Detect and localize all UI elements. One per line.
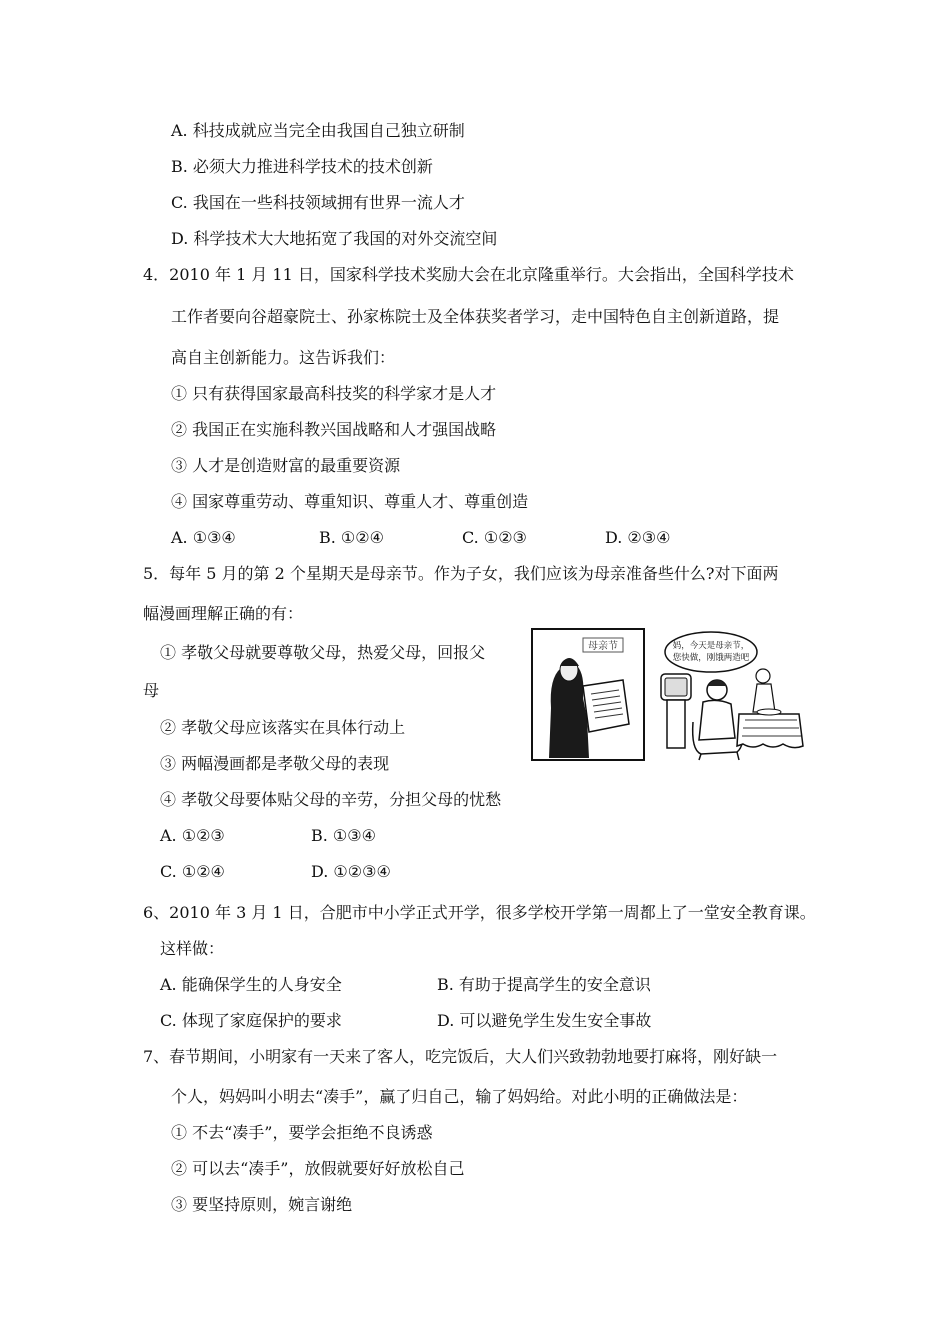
q5-stem-line2: 幅漫画理解正确的有：	[143, 604, 304, 623]
cartoon-illustration	[531, 628, 811, 762]
q5-statement-1a: ① 孝敬父母就要尊敬父母，热爱父母，回报父	[160, 643, 486, 662]
q6-option-d: D. 可以避免学生发生安全事故	[437, 1011, 652, 1030]
q4-statement-2: ② 我国正在实施科教兴国战略和人才强国战略	[171, 420, 497, 439]
q4-option-a: A. ①③④	[171, 528, 236, 547]
q4-options	[0, 528, 950, 548]
q5-options-row2	[0, 862, 950, 882]
tv-stand	[667, 700, 685, 748]
q5-option-a: A. ①②③	[160, 826, 225, 845]
dish	[757, 709, 781, 715]
q4-statement-3: ③ 人才是创造财富的最重要资源	[171, 456, 401, 475]
q5-statement-1b: 母	[143, 681, 160, 700]
newspaper	[583, 680, 629, 732]
q4-stem-line2: 工作者要向谷超豪院士、孙家栋院士及全体获奖者学习，走中国特色自主创新道路，提	[171, 307, 780, 326]
q5-cartoon	[531, 628, 811, 762]
q3-option-d: D. 科学技术大大地拓宽了我国的对外交流空间	[171, 229, 498, 248]
q4-option-b: B. ①②④	[319, 528, 384, 547]
q5-options-row1	[0, 826, 950, 846]
q6-options-row1	[0, 975, 950, 995]
q5-stem-line1: 5．每年 5 月的第 2 个星期天是母亲节。作为子女，我们应该为母亲准备些什么?对下面两	[143, 564, 779, 583]
speech-bubble-line2: 您快做，刚饿两造吧	[672, 653, 750, 663]
q6-option-c: C. 体现了家庭保护的要求	[160, 1011, 342, 1030]
q6-stem-line1: 6、2010 年 3 月 1 日，合肥市中小学正式开学，很多学校开学第一周都上了一堂安全教育课。	[143, 903, 816, 922]
q4-stem-line1: 4．2010 年 1 月 11 日，国家科学技术奖励大会在北京隆重举行。大会指出，全国科学技术	[143, 265, 794, 284]
cartoon-left-caption: 母亲节	[588, 641, 618, 652]
q5-statement-4: ④ 孝敬父母要体贴父母的辛劳，分担父母的忧愁	[160, 790, 502, 809]
q4-option-d: D. ②③④	[605, 528, 671, 547]
q5-option-d: D. ①②③④	[311, 862, 391, 881]
q3-option-b: B. 必须大力推进科学技术的技术创新	[171, 157, 433, 176]
q7-stem-line2: 个人，妈妈叫小明去“凑手”，赢了归自己，输了妈妈给。对此小明的正确做法是：	[171, 1087, 748, 1106]
q5-option-b: B. ①③④	[311, 826, 376, 845]
q7-statement-3: ③ 要坚持原则，婉言谢绝	[171, 1195, 353, 1214]
q4-statement-1: ① 只有获得国家最高科技奖的科学家才是人才	[171, 384, 497, 403]
speech-bubble	[665, 632, 757, 672]
q7-stem-line1: 7、春节期间，小明家有一天来了客人，吃完饭后，大人们兴致勃勃地要打麻将，刚好缺一	[143, 1047, 778, 1066]
q6-option-a: A. 能确保学生的人身安全	[160, 975, 342, 994]
q3-option-a: A. 科技成就应当完全由我国自己独立研制	[171, 121, 465, 140]
speech-bubble-line1: 妈，今天是母亲节，	[672, 641, 750, 651]
q3-option-c: C. 我国在一些科技领域拥有世界一流人才	[171, 193, 465, 212]
q4-statement-4: ④ 国家尊重劳动、尊重知识、尊重人才、尊重创造	[171, 492, 529, 511]
q7-statement-1: ① 不去“凑手”，要学会拒绝不良诱惑	[171, 1123, 433, 1142]
q5-statement-3: ③ 两幅漫画都是孝敬父母的表现	[160, 754, 390, 773]
q7-statement-2: ② 可以去“凑手”，放假就要好好放松自己	[171, 1159, 465, 1178]
q4-option-c: C. ①②③	[462, 528, 527, 547]
q5-option-c: C. ①②④	[160, 862, 225, 881]
table	[737, 714, 803, 748]
q4-stem-line3: 高自主创新能力。这告诉我们：	[171, 348, 396, 367]
q6-option-b: B. 有助于提高学生的安全意识	[437, 975, 651, 994]
mother-body	[753, 684, 775, 712]
q6-options-row2	[0, 1011, 950, 1031]
q5-statement-2: ② 孝敬父母应该落实在具体行动上	[160, 718, 406, 737]
q6-stem-line2: 这样做：	[160, 939, 225, 958]
mother-head	[756, 669, 770, 683]
boy-body	[699, 700, 735, 740]
